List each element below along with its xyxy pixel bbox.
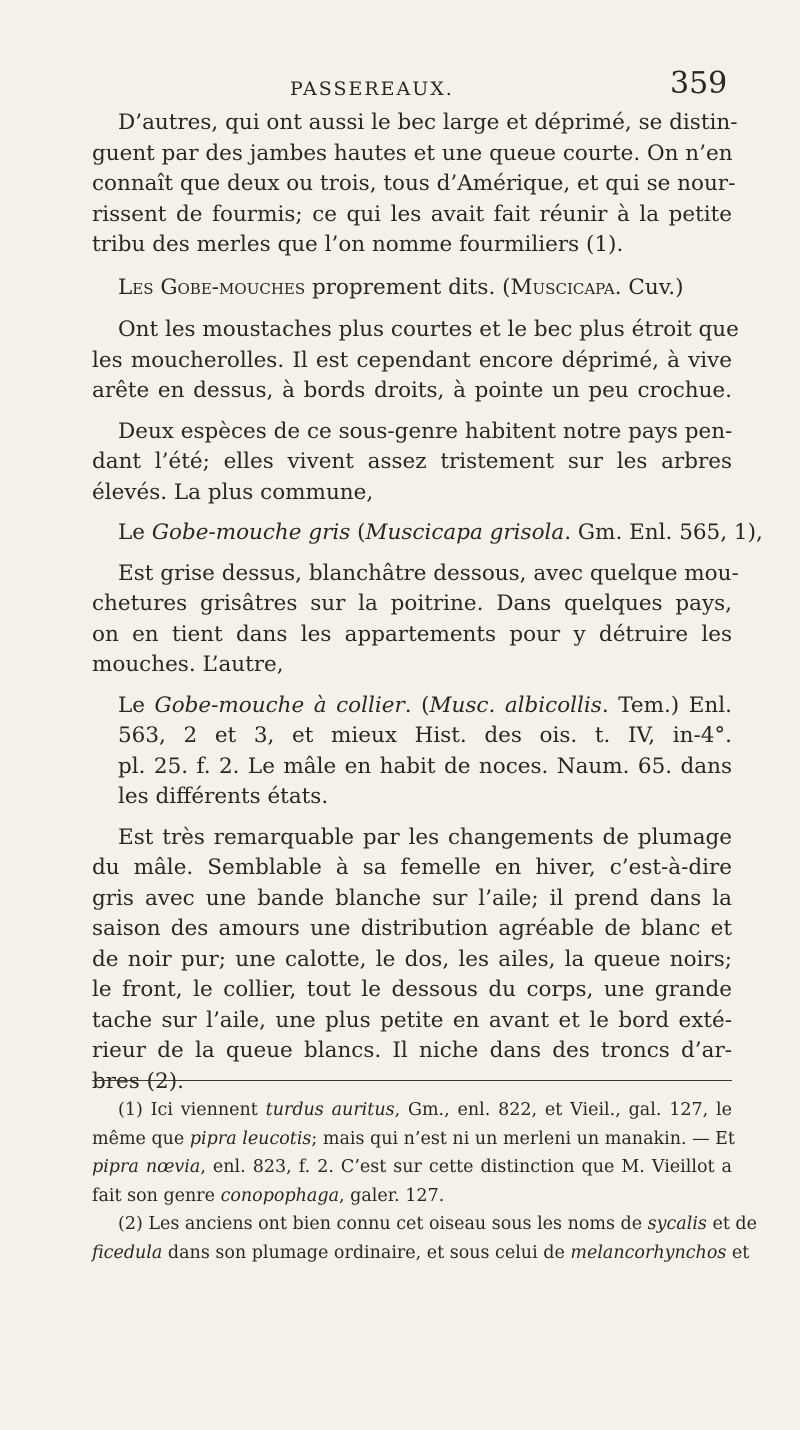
footnote-italic: turdus auritus	[265, 1100, 395, 1120]
footnote-text: ; mais qui n’est ni un merleni un manakin. — Et	[311, 1128, 735, 1149]
footnote-text: fait son genre	[92, 1185, 221, 1206]
heading-genus: Muscicapa	[510, 274, 615, 300]
footnote-line	[92, 1153, 732, 1182]
section-heading	[92, 273, 732, 304]
text-line: connaît que deux ou trois, tous d’Amérique, et qui se nour-	[92, 171, 736, 196]
species-name: Gobe-mouche gris	[151, 520, 351, 545]
species-latin: Musc. albicollis	[429, 692, 602, 718]
species-mid: . (	[404, 692, 430, 718]
species-mid: (	[350, 520, 366, 545]
footnote-text: et de	[706, 1214, 757, 1234]
main-text	[92, 108, 763, 1097]
text-line: tache sur l’aile, une plus petite en avant et le bord exté-	[92, 1007, 732, 1033]
paragraph-species-intro	[92, 417, 732, 509]
text-line: le front, le collier, tout le dessous du corps, une grande	[92, 977, 732, 1002]
footnote-text: et	[726, 1242, 750, 1263]
footnote-italic: pipra leucotis	[189, 1128, 312, 1149]
text-line: gris avec une bande blanche sur l’aile; il prend dans la	[92, 885, 732, 911]
paragraph-albicollis	[92, 823, 732, 1098]
heading-middle: proprement dits. (	[305, 274, 511, 300]
footnote-2	[92, 1210, 757, 1267]
footnote-line	[92, 1182, 732, 1211]
footnote-italic: melancorhynchos	[570, 1242, 727, 1263]
paragraph-description	[92, 315, 739, 407]
text-line: élevés. La plus commune,	[92, 479, 374, 505]
footnote-text: (1) Ici viennent	[118, 1100, 266, 1120]
species-post: . Tem.) Enl.	[601, 692, 732, 718]
text-line: Est grise dessus, blanchâtre dessous, avec quelque mou-	[118, 560, 739, 586]
text-line: de noir pur; une calotte, le dos, les ailes, la queue noirs;	[92, 946, 732, 972]
text-line: rieur de la queue blancs. Il niche dans des troncs d’ar-	[92, 1038, 732, 1063]
footnote-1	[92, 1096, 735, 1210]
text-line: mouches. L’autre,	[92, 652, 284, 677]
footnote-italic: ficedula	[92, 1242, 163, 1263]
paragraph-grisola	[92, 559, 739, 681]
heading-lead: Les Gobe-mouches	[118, 274, 306, 300]
text-line	[92, 691, 732, 722]
footnote-text: , enl. 823, f. 2. C’est sur cette distinction que M. Vieillot a	[200, 1157, 732, 1177]
species-heading-albicollis	[92, 691, 732, 813]
text-line: rissent de fourmis; ce qui les avait fait réunir à la petite	[92, 201, 732, 227]
text-line: tribu des merles que l’on nomme fourmiliers (1).	[92, 232, 624, 257]
text-line: arête en dessus, à bords droits, à pointe un peu crochue.	[92, 378, 732, 403]
footnote-line	[92, 1125, 735, 1154]
footnote-text: (2) Les anciens ont bien connu cet oiseau sous les noms de	[118, 1214, 648, 1234]
footnote-text: même que	[92, 1128, 190, 1149]
footnote-text: , Gm., enl. 822, et Vieil., gal. 127, le	[394, 1100, 732, 1120]
species-pre: Le	[118, 692, 155, 718]
page-header	[0, 66, 800, 106]
text-line: on en tient dans les appartements pour y détruire les	[92, 621, 732, 647]
footnote-text: , galer. 127.	[339, 1185, 445, 1206]
text-line: guent par des jambes hautes et une queue courte. On n’en	[92, 140, 733, 166]
footnote-divider	[92, 1080, 732, 1081]
footnote-line	[92, 1096, 732, 1125]
text-line: chetures grisâtres sur la poitrine. Dans quelques pays,	[92, 591, 732, 616]
text-line: Deux espèces de ce sous-genre habitent notre pays pen-	[118, 418, 733, 444]
footnote-italic: conopophaga	[220, 1185, 340, 1206]
text-line: les différents états.	[118, 784, 329, 809]
species-latin: Muscicapa grisola	[365, 520, 565, 545]
footnote-italic: pipra nœvia	[92, 1157, 201, 1177]
species-name: Gobe-mouche à collier	[154, 692, 405, 718]
paragraph-intro	[92, 108, 738, 261]
footnote-line	[92, 1239, 750, 1268]
running-head: PASSEREAUX.	[290, 78, 454, 100]
text-line: 563, 2 et 3, et mieux Hist. des ois. t. IV, in-4°.	[118, 723, 732, 748]
text-line: saison des amours une distribution agréable de blanc et	[92, 916, 732, 941]
text-line: les moucherolles. Il est cependant encore déprimé, à vive	[92, 347, 732, 373]
text-line: pl. 25. f. 2. Le mâle en habit de noces. Naum. 65. dans	[118, 753, 732, 779]
species-heading-grisola	[92, 518, 763, 549]
heading-tail: . Cuv.)	[614, 274, 684, 300]
text-line: Ont les moustaches plus courtes et le bec plus étroit que	[118, 317, 739, 342]
text-line: D’autres, qui ont aussi le bec large et déprimé, se distin-	[118, 110, 738, 135]
page-number: 359	[670, 66, 728, 101]
footnote-italic: sycalis	[647, 1214, 707, 1234]
text-line: du mâle. Semblable à sa femelle en hiver, c’est-à-dire	[92, 855, 732, 880]
species-post: . Gm. Enl. 565, 1),	[564, 520, 763, 545]
text-line: bres (2).	[92, 1068, 184, 1094]
text-line: dant l’été; elles vivent assez tristement sur les arbres	[92, 449, 732, 474]
species-pre: Le	[118, 520, 152, 545]
footnotes	[92, 1096, 757, 1267]
text-line: Est très remarquable par les changements de plumage	[118, 824, 732, 850]
footnote-text: dans son plumage ordinaire, et sous celui de	[162, 1242, 571, 1263]
footnote-line	[92, 1210, 757, 1239]
